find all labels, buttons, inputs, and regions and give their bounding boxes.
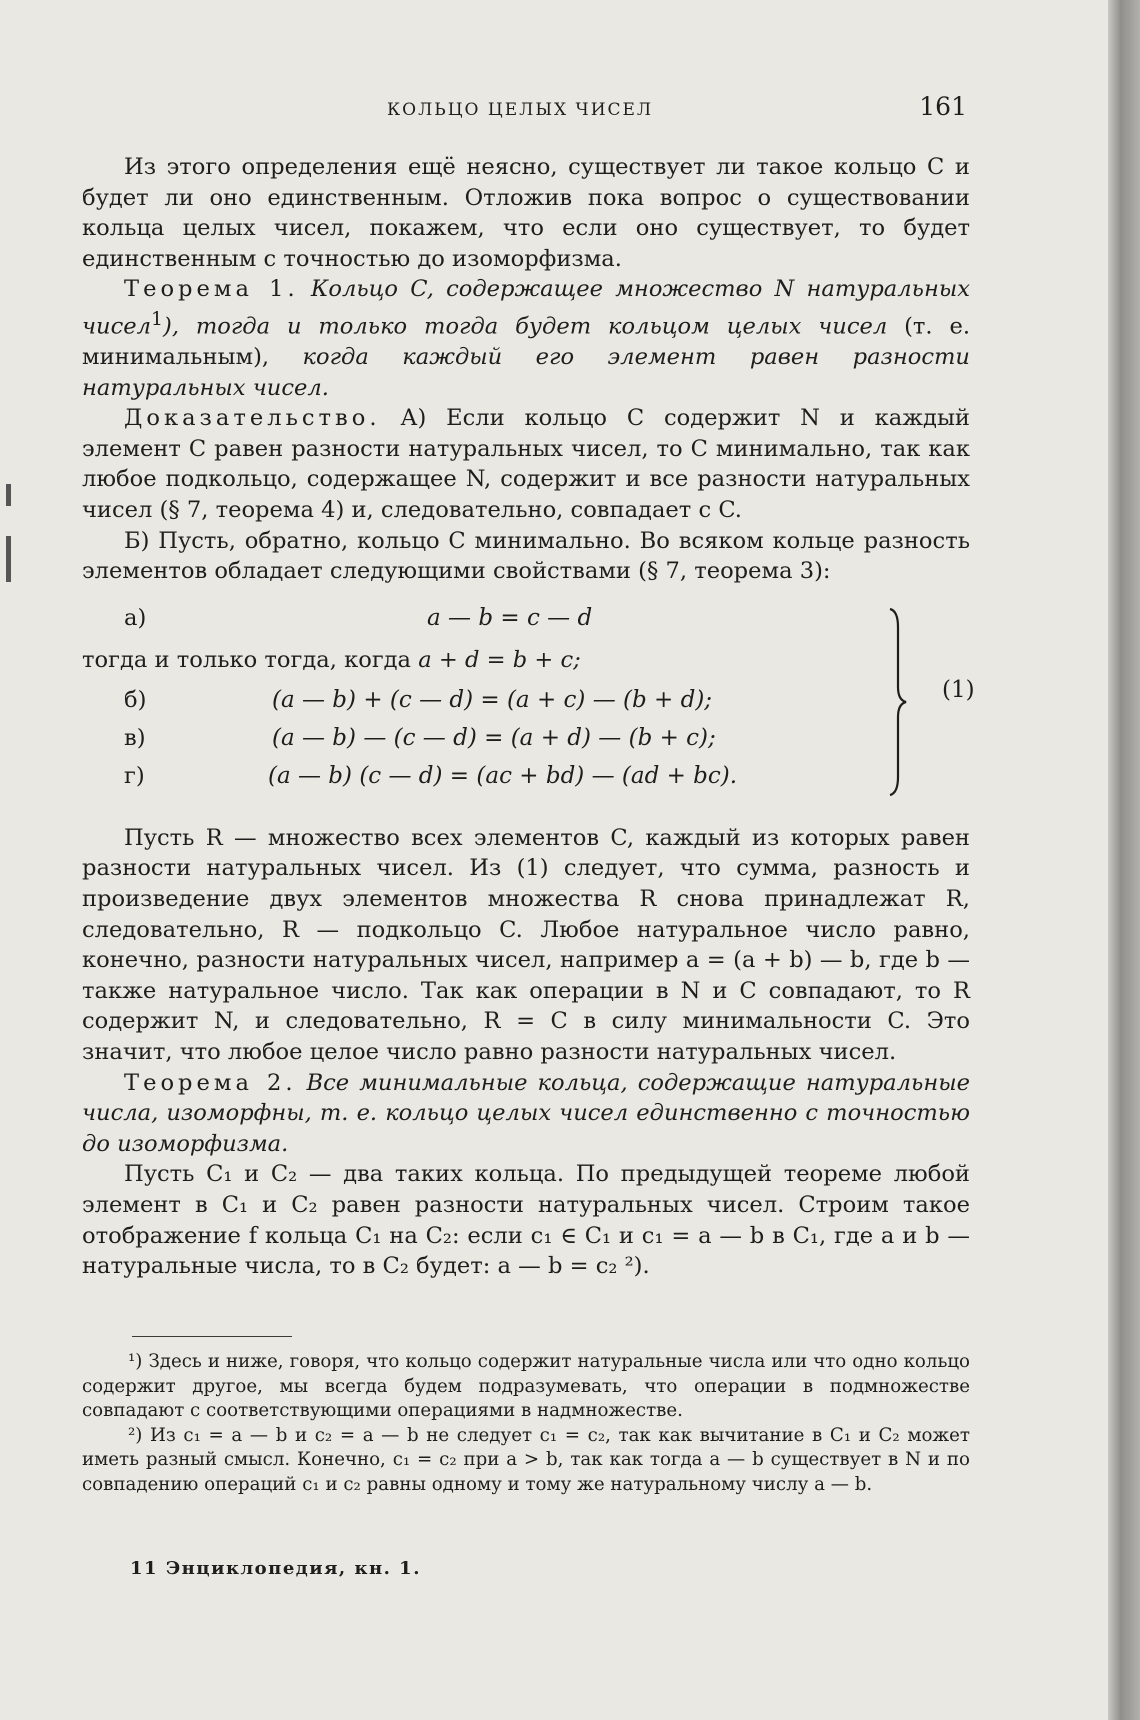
formula-g: (a — b) (c — d) = (ac + bd) — (ad + bc). xyxy=(268,762,738,789)
formula-b-label: б) xyxy=(124,686,147,713)
footnote-2: ²) Из c₁ = a — b и c₂ = a — b не следует c₁ = c₂, так как вычитание в C₁ и C₂ может иметь разный смысл. Конечно, c₁ = c₂ при a > b, так как тогда a — b существует в N и по совпадению операций c₁ и c₂ равны одному и тому же натуральному числу a — b. xyxy=(82,1424,970,1495)
printer-signature: 11 Энциклопедия, кн. 1. xyxy=(130,1558,421,1579)
formula-condition xyxy=(82,645,581,676)
theorem-1-statement-a: Кольцо C, содержащее множество N натуральных чисел xyxy=(82,276,970,340)
right-brace xyxy=(888,607,912,797)
proof-label: Доказательство. xyxy=(124,405,381,432)
formula-condition-eq: a + d = b + c; xyxy=(418,646,581,673)
page-number: 161 xyxy=(919,92,967,121)
footnote-divider xyxy=(132,1336,292,1337)
scan-artifact xyxy=(6,536,11,582)
theorem-2 xyxy=(82,1068,970,1160)
footnote-1: ¹) Здесь и ниже, говоря, что кольцо содержит натуральные числа или что одно кольцо содержит другое, мы всегда будем подразумевать, что операции в подмножестве совпадают с соответствующими операциями в надмножестве. xyxy=(82,1351,970,1422)
proof-part-b: Б) Пусть, обратно, кольцо C минимально. Во всяком кольце разность элементов обладает следующими свойствами (§ 7, теорема 3): xyxy=(82,527,970,585)
proof-part-a-text: А) Если кольцо C содержит N и каждый элемент C равен разности натуральных чисел, то C минимально, так как любое подкольцо, содержащее N, содержит и все разности натуральных чисел (§ 7, теорема 4) и, следовательно, совпадает с C. xyxy=(82,405,970,524)
scan-artifact xyxy=(6,484,11,506)
paragraph-mapping: Пусть C₁ и C₂ — два таких кольца. По предыдущей теореме любой элемент в C₁ и C₂ равен разности натуральных чисел. Строим такое отображение f кольца C₁ на C₂: если c₁ ∈ C₁ и c₁ = a — b в C₁, где a и b — натуральные числа, то в C₂ будет: a — b = c₂ ²). xyxy=(82,1161,970,1280)
formula-v: (a — b) — (c — d) = (a + d) — (b + c); xyxy=(272,724,716,751)
theorem-1-statement-d: когда каждый его элемент равен разности натуральных чисел. xyxy=(82,344,970,401)
formula-condition-text: тогда и только тогда, когда xyxy=(82,646,412,673)
theorem-2-statement: Все минимальные кольца, содержащие натуральные числа, изоморфны, т. е. кольцо целых чисел единственно с точностью до изоморфизма. xyxy=(82,1069,970,1157)
running-head: КОЛЬЦО ЦЕЛЫХ ЧИСЕЛ xyxy=(387,100,654,120)
page-edge xyxy=(1108,0,1140,1720)
footnote-ref-1: 1 xyxy=(151,308,164,330)
theorem-1-statement-c: (т. е. минимальным), xyxy=(82,313,971,371)
page-header xyxy=(82,94,967,130)
proof-part-a xyxy=(82,403,970,525)
theorem-1-label: Теорема 1. xyxy=(124,276,299,303)
theorem-1 xyxy=(82,274,970,403)
theorem-1-statement-b: ), тогда и только тогда будет кольцом целых чисел xyxy=(163,313,888,340)
paragraph-subring: Пусть R — множество всех элементов C, каждый из которых равен разности натуральных чисел. Из (1) следует, что сумма, разность и произведение двух элементов множества R снова принадлежат R, следовательно, R — подкольцо C. Любое натуральное число равно, конечно, разности натуральных чисел, например a = (a + b) — b, где b — также натуральное число. Так как операции в N и C совпадают, то R содержит N, и следовательно, R = C в силу минимальности C. Это значит, что любое целое число равно разности натуральных чисел. xyxy=(82,824,970,1065)
formula-g-label: г) xyxy=(124,762,145,789)
formula-b: (a — b) + (c — d) = (a + c) — (b + d); xyxy=(272,686,713,713)
equation-number: (1) xyxy=(942,676,975,703)
paragraph-intro: Из этого определения ещё неясно, существует ли такое кольцо C и будет ли оно единственным. Отложив пока вопрос о существовании кольца целых чисел, покажем, что если оно существует, то будет единственным с точностью до изоморфизма. xyxy=(82,154,970,272)
footnotes xyxy=(82,1350,970,1498)
formula-a-label: а) xyxy=(124,604,147,631)
formula-block xyxy=(82,601,975,815)
main-text xyxy=(82,152,975,1282)
formula-v-label: в) xyxy=(124,724,146,751)
formula-a: a — b = c — d xyxy=(427,604,593,631)
theorem-2-label: Теорема 2. xyxy=(124,1069,297,1096)
